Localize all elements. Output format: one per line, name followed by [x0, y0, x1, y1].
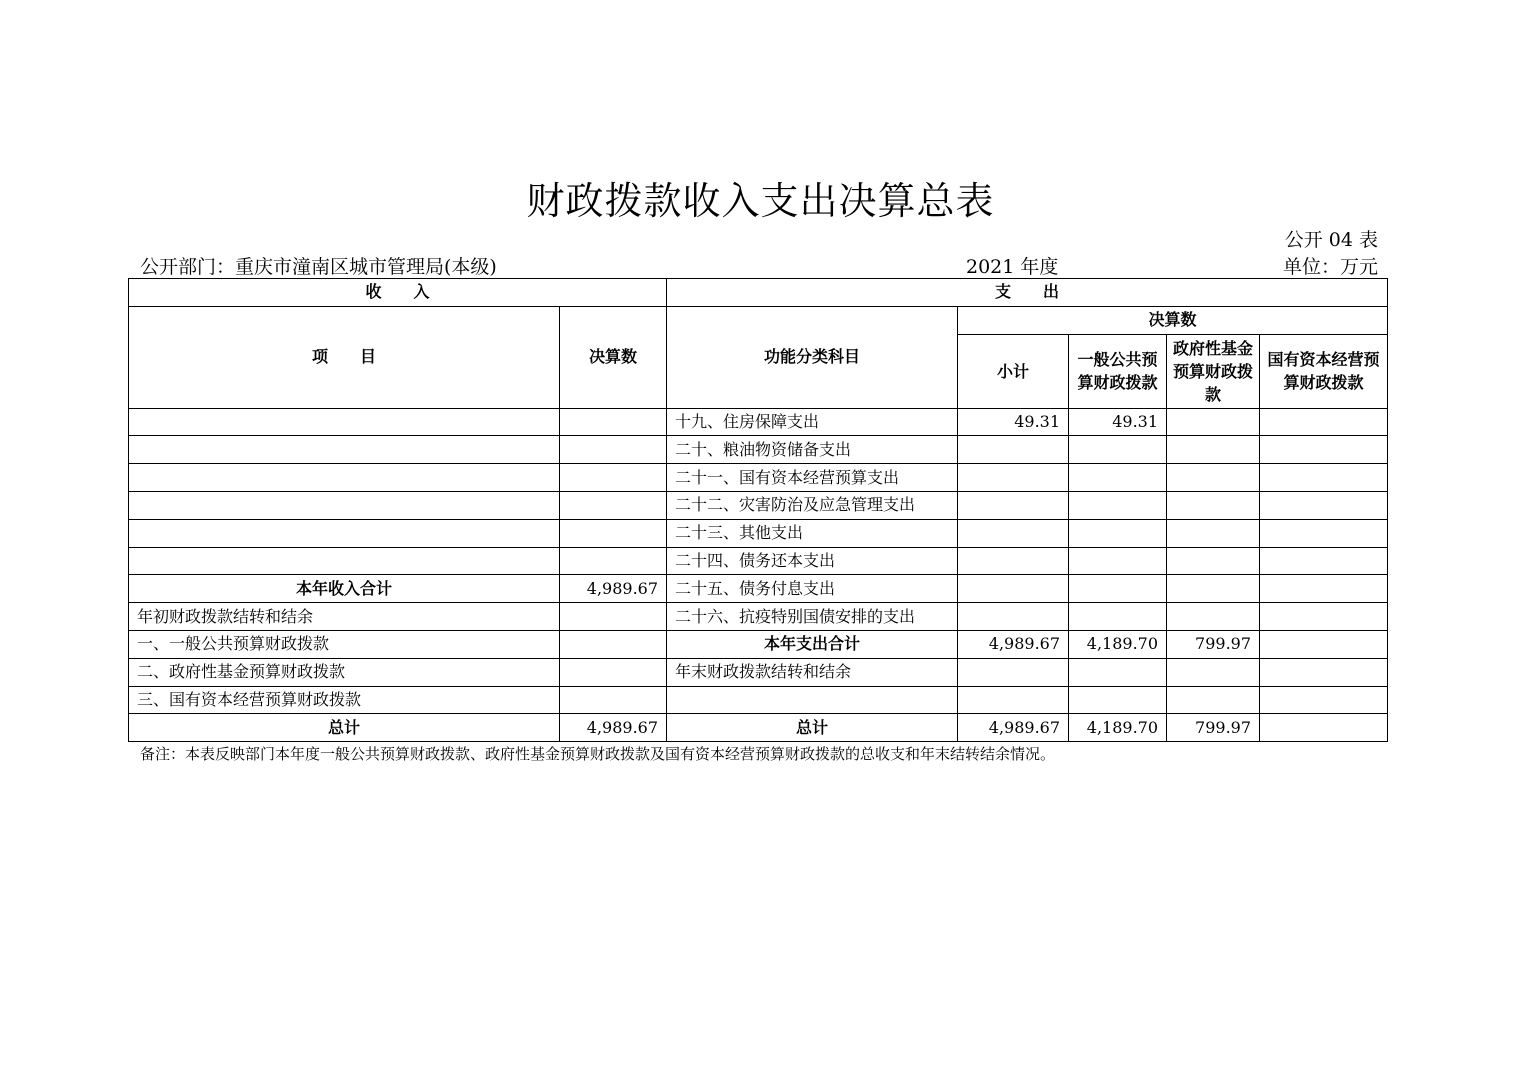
cell-fund: [1167, 491, 1260, 519]
cell-state: [1260, 464, 1388, 492]
cell-category: 二十二、灾害防治及应急管理支出: [667, 491, 958, 519]
income-header: 收 入: [129, 279, 667, 307]
cell-state: [1260, 519, 1388, 547]
cell-general: [1069, 575, 1167, 603]
cell-fund: [1167, 658, 1260, 686]
cell-subtotal: [958, 464, 1069, 492]
table-row: [129, 630, 1388, 658]
form-number: 公开 04 表: [1284, 229, 1378, 251]
cell-fund: [1167, 603, 1260, 631]
cell-subtotal: 4,989.67: [958, 630, 1069, 658]
cell-general: 49.31: [1069, 408, 1167, 436]
cell-state: [1260, 547, 1388, 575]
cell-category: 年末财政拨款结转和结余: [667, 658, 958, 686]
cell-subtotal: [958, 603, 1069, 631]
amount-group-header: 决算数: [958, 306, 1388, 334]
cell-subtotal: [958, 658, 1069, 686]
cell-general: 4,189.70: [1069, 714, 1167, 742]
cell-subtotal: [958, 575, 1069, 603]
cell-grand-total-expense: 总计: [667, 714, 958, 742]
cell-fund: [1167, 575, 1260, 603]
cell-category: 十九、住房保障支出: [667, 408, 958, 436]
cell-general: [1069, 547, 1167, 575]
cell-fund: [1167, 436, 1260, 464]
cell-general: 4,189.70: [1069, 630, 1167, 658]
general-budget-header: 一般公共预算财政拨款: [1069, 334, 1167, 408]
table-row: [129, 436, 1388, 464]
cell-amount: [560, 658, 667, 686]
cell-amount: [560, 630, 667, 658]
cell-fund: [1167, 519, 1260, 547]
cell-subtotal: 49.31: [958, 408, 1069, 436]
cell-state: [1260, 714, 1388, 742]
table-row: [129, 464, 1388, 492]
cell-item: [129, 491, 560, 519]
amount-header: 决算数: [560, 306, 667, 408]
cell-item: 年初财政拨款结转和结余: [129, 603, 560, 631]
cell-amount: [560, 603, 667, 631]
cell-item: [129, 436, 560, 464]
cell-subtotal: 4,989.67: [958, 714, 1069, 742]
cell-amount: [560, 436, 667, 464]
budget-table: [128, 278, 1388, 742]
cell-state: [1260, 575, 1388, 603]
cell-category: 二十一、国有资本经营预算支出: [667, 464, 958, 492]
cell-general: [1069, 464, 1167, 492]
cell-item: [129, 464, 560, 492]
cell-item: [129, 408, 560, 436]
table-row: [129, 408, 1388, 436]
cell-fund: [1167, 464, 1260, 492]
cell-grand-total-income: 总计: [129, 714, 560, 742]
cell-general: [1069, 603, 1167, 631]
department-label: 公开部门：重庆市潼南区城市管理局(本级): [140, 256, 497, 278]
cell-general: [1069, 436, 1167, 464]
cell-category: 二十、粮油物资储备支出: [667, 436, 958, 464]
cell-item: 二、政府性基金预算财政拨款: [129, 658, 560, 686]
cell-item-total-income: 本年收入合计: [129, 575, 560, 603]
fund-budget-header: 政府性基金预算财政拨款: [1167, 334, 1260, 408]
cell-state: [1260, 603, 1388, 631]
table-row: [129, 714, 1388, 742]
table-note: 备注：本表反映部门本年度一般公共预算财政拨款、政府性基金预算财政拨款及国有资本经营预算财政拨款的总收支和年末结转结余情况。: [140, 745, 1056, 763]
cell-general: [1069, 491, 1167, 519]
cell-subtotal: [958, 519, 1069, 547]
cell-category: 二十四、债务还本支出: [667, 547, 958, 575]
cell-state: [1260, 408, 1388, 436]
cell-category: [667, 686, 958, 714]
cell-item: [129, 547, 560, 575]
item-header: 项 目: [129, 306, 560, 408]
cell-category: 二十六、抗疫特别国债安排的支出: [667, 603, 958, 631]
cell-amount: [560, 547, 667, 575]
cell-general: [1069, 658, 1167, 686]
cell-subtotal: [958, 686, 1069, 714]
cell-state: [1260, 436, 1388, 464]
cell-general: [1069, 686, 1167, 714]
cell-fund: [1167, 408, 1260, 436]
cell-state: [1260, 686, 1388, 714]
category-header: 功能分类科目: [667, 306, 958, 408]
cell-amount: [560, 408, 667, 436]
table-row: [129, 519, 1388, 547]
cell-state: [1260, 658, 1388, 686]
cell-category: 二十三、其他支出: [667, 519, 958, 547]
cell-amount: 4,989.67: [560, 714, 667, 742]
cell-fund: [1167, 547, 1260, 575]
expense-header: 支 出: [667, 279, 1388, 307]
cell-subtotal: [958, 547, 1069, 575]
table-row: [129, 575, 1388, 603]
cell-general: [1069, 519, 1167, 547]
table-row: [129, 491, 1388, 519]
table-row: [129, 547, 1388, 575]
table-row: [129, 603, 1388, 631]
cell-state: [1260, 491, 1388, 519]
cell-amount: [560, 686, 667, 714]
cell-subtotal: [958, 491, 1069, 519]
cell-amount: 4,989.67: [560, 575, 667, 603]
cell-subtotal: [958, 436, 1069, 464]
cell-item: 三、国有资本经营预算财政拨款: [129, 686, 560, 714]
table-row: [129, 686, 1388, 714]
cell-item: 一、一般公共预算财政拨款: [129, 630, 560, 658]
cell-category-total-expense: 本年支出合计: [667, 630, 958, 658]
cell-amount: [560, 491, 667, 519]
cell-category: 二十五、债务付息支出: [667, 575, 958, 603]
year-label: 2021 年度: [966, 256, 1059, 278]
table-row: [129, 658, 1388, 686]
cell-amount: [560, 464, 667, 492]
cell-state: [1260, 630, 1388, 658]
cell-fund: 799.97: [1167, 630, 1260, 658]
cell-item: [129, 519, 560, 547]
subtotal-header: 小计: [958, 334, 1069, 408]
cell-fund: 799.97: [1167, 714, 1260, 742]
page-title: 财政拨款收入支出决算总表: [526, 179, 995, 223]
cell-amount: [560, 519, 667, 547]
state-capital-header: 国有资本经营预算财政拨款: [1260, 334, 1388, 408]
unit-label: 单位：万元: [1282, 256, 1378, 278]
cell-fund: [1167, 686, 1260, 714]
